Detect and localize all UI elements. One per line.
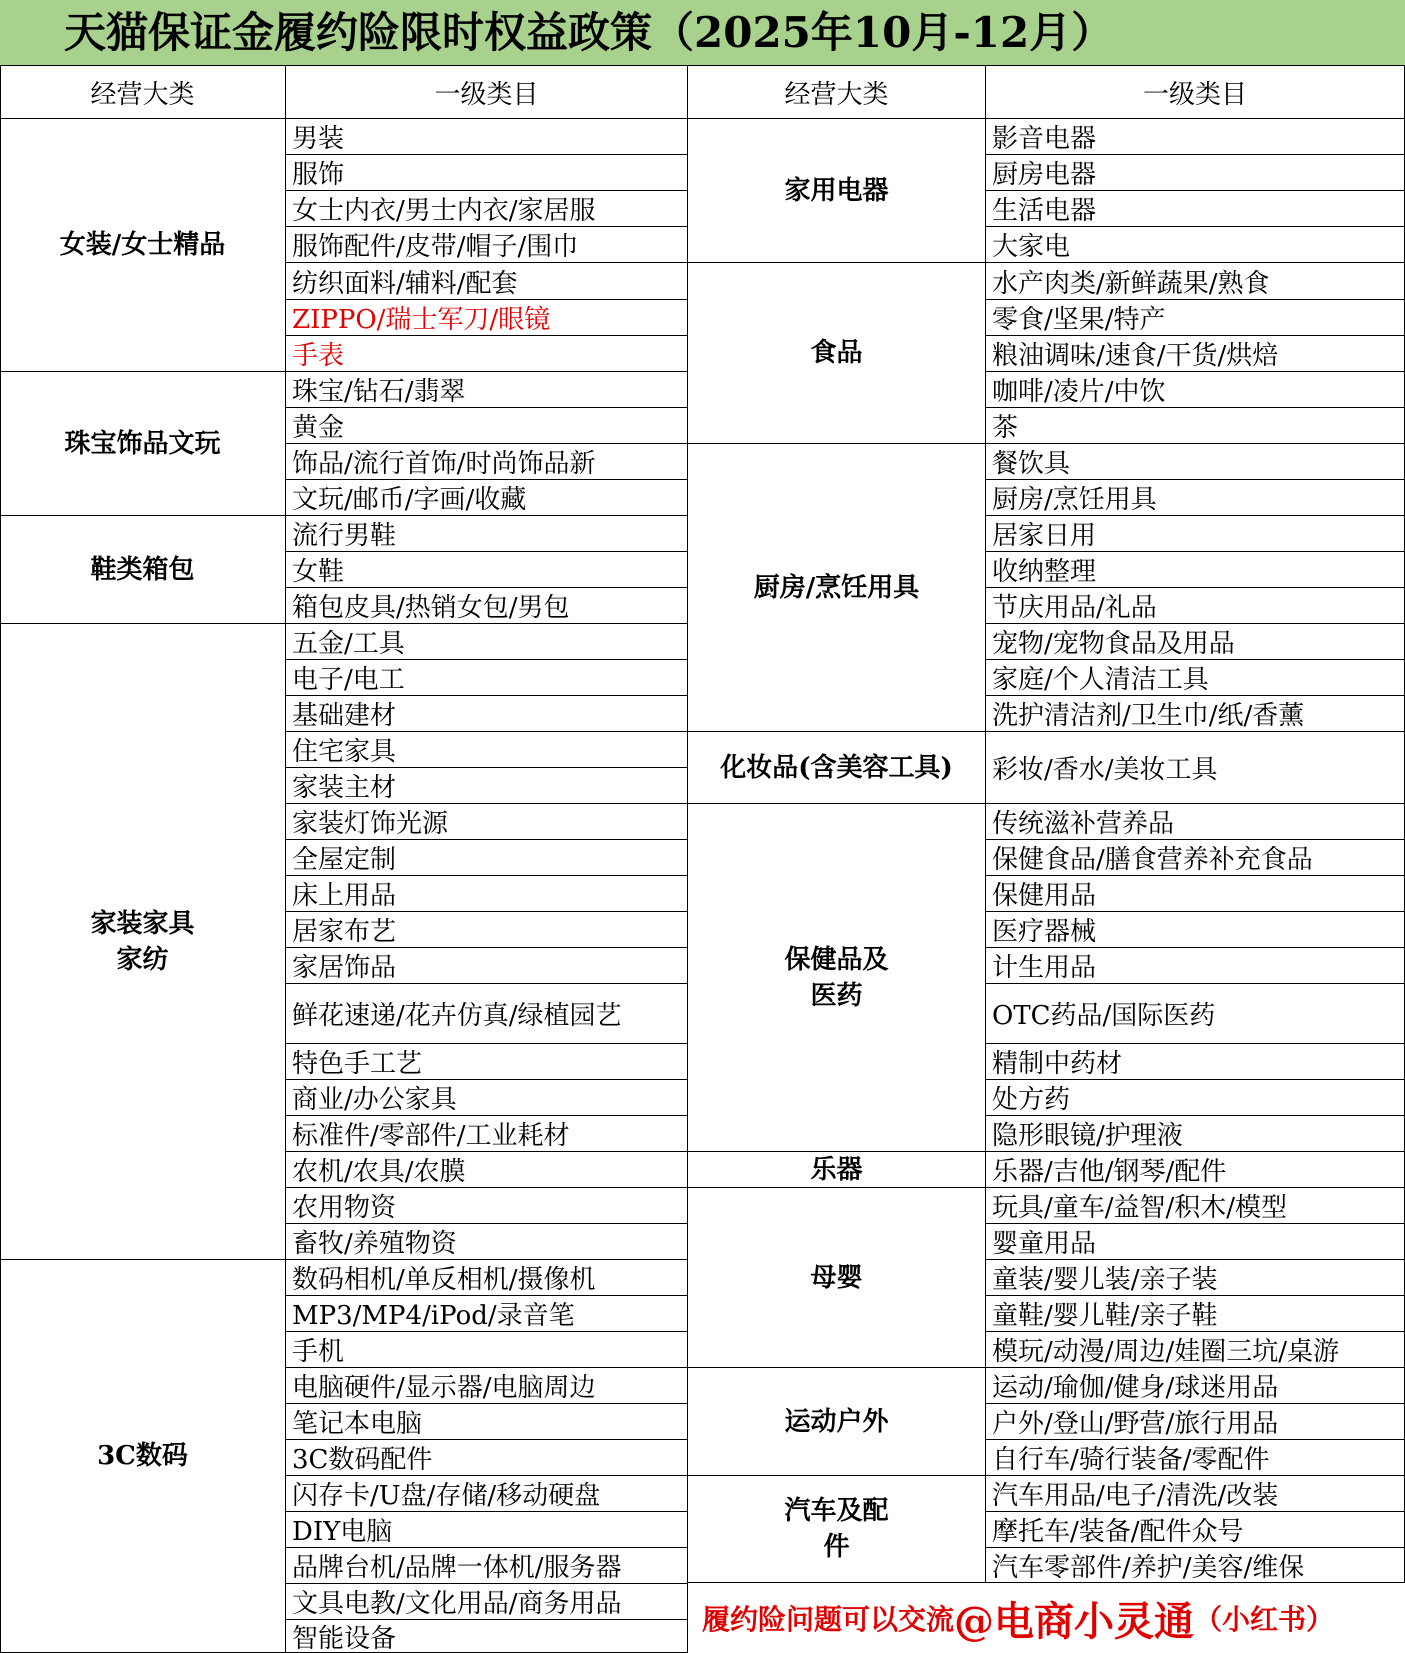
subcategory-item: 零食/坚果/特产	[986, 300, 1405, 336]
subcategory-item: 彩妆/香水/美妆工具	[986, 732, 1405, 804]
category-label	[784, 1404, 888, 1440]
subcategory-item: 家装灯饰光源	[286, 804, 688, 840]
subcategory-item: OTC药品/国际医药	[986, 984, 1405, 1044]
subcategory-item: 保健用品	[986, 876, 1405, 912]
subcategory-item: 汽车零部件/养护/美容/维保	[986, 1548, 1405, 1583]
subcategory-item: 影音电器	[986, 119, 1405, 155]
subcategory-item: 水产肉类/新鲜蔬果/熟食	[986, 263, 1405, 300]
subcategory-item: 农机/农具/农膜	[286, 1152, 688, 1188]
subcategory-item: 模玩/动漫/周边/娃圈三坑/桌游	[986, 1332, 1405, 1368]
subcategory-item: 3C数码配件	[286, 1440, 688, 1476]
subcategory-item: 女士内衣/男士内衣/家居服	[286, 191, 688, 227]
subcategory-item: 摩托车/装备/配件众号	[986, 1512, 1405, 1548]
subcategory-item: 电脑硬件/显示器/电脑周边	[286, 1368, 688, 1404]
subcategory-item: 大家电	[986, 227, 1405, 263]
table-left-border	[0, 66, 1, 1653]
category-cell	[0, 1260, 286, 1653]
category-label	[784, 173, 888, 209]
subcategory-item: 厨房电器	[986, 155, 1405, 191]
subcategory-item: 手机	[286, 1332, 688, 1368]
subcategory-item: 电子/电工	[286, 660, 688, 696]
category-label-line: 件	[823, 1532, 850, 1562]
subcategory-item: 黄金	[286, 408, 688, 444]
category-label-line: 珠宝饰品文玩	[64, 428, 221, 459]
subcategory-item: 特色手工艺	[286, 1044, 688, 1080]
category-label-line: 3C数码	[97, 1441, 188, 1471]
category-label	[90, 906, 194, 978]
subcategory-item: 五金/工具	[286, 624, 688, 660]
subcategory-item: 家庭/个人清洁工具	[986, 660, 1405, 696]
category-label-line: 母婴	[810, 1262, 863, 1293]
subcategory-item: 宠物/宠物食品及用品	[986, 624, 1405, 660]
subcategory-item: 纺织面料/辅料/配套	[286, 263, 688, 300]
subcategory-item: 乐器/吉他/钢琴/配件	[986, 1152, 1405, 1188]
subcategory-item: 居家布艺	[286, 912, 688, 948]
subcategory-item: 基础建材	[286, 696, 688, 732]
subcategory-item: 咖啡/凌片/中饮	[986, 372, 1405, 408]
watermark-note	[688, 1583, 1405, 1653]
subcategory-item: 文具电教/文化用品/商务用品	[286, 1584, 688, 1620]
subcategory-item: 品牌台机/品牌一体机/服务器	[286, 1548, 688, 1584]
page-title: 天猫保证金履约险限时权益政策（2025年10月-12月）	[0, 0, 1405, 66]
subcategory-item: 隐形眼镜/护理液	[986, 1116, 1405, 1152]
subcategory-item: 男装	[286, 119, 688, 155]
category-cell	[688, 263, 986, 444]
watermark-suffix: （小红书）	[1194, 1603, 1335, 1636]
subcategory-item: 处方药	[986, 1080, 1405, 1116]
subcategory-item: 流行男鞋	[286, 516, 688, 552]
subcategory-item: ZIPPO/瑞士军刀/眼镜	[286, 300, 688, 336]
category-label-line: 家用电器	[784, 175, 889, 206]
subcategory-item: 生活电器	[986, 191, 1405, 227]
subcategory-item: 玩具/童车/益智/积木/模型	[986, 1188, 1405, 1224]
column-header: 一级类目	[986, 66, 1405, 119]
subcategory-item: 节庆用品/礼品	[986, 588, 1405, 624]
watermark-handle: @电商小灵通	[954, 1597, 1195, 1645]
subcategory-item: 笔记本电脑	[286, 1404, 688, 1440]
column-header: 经营大类	[0, 66, 286, 119]
category-cell	[688, 1476, 986, 1583]
subcategory-item: 计生用品	[986, 948, 1405, 984]
subcategory-item: 收纳整理	[986, 552, 1405, 588]
subcategory-item: DIY电脑	[286, 1512, 688, 1548]
subcategory-item: 厨房/烹饪用具	[986, 480, 1405, 516]
category-cell	[0, 372, 286, 516]
subcategory-item: 床上用品	[286, 876, 688, 912]
category-label	[784, 942, 888, 1014]
subcategory-item: 女鞋	[286, 552, 688, 588]
subcategory-item: 运动/瑜伽/健身/球迷用品	[986, 1368, 1405, 1404]
category-label-line: 女装/女士精品	[59, 230, 226, 260]
category-label-line: 乐器	[810, 1154, 863, 1185]
subcategory-item: 服饰配件/皮带/帽子/围巾	[286, 227, 688, 263]
subcategory-item: 服饰	[286, 155, 688, 191]
subcategory-item: 数码相机/单反相机/摄像机	[286, 1260, 688, 1296]
subcategory-item: 农用物资	[286, 1188, 688, 1224]
category-label	[784, 1493, 888, 1565]
subcategory-item: 闪存卡/U盘/存储/移动硬盘	[286, 1476, 688, 1512]
category-label	[810, 1152, 862, 1188]
watermark-prefix: 履约险问题可以交流	[702, 1603, 955, 1636]
category-cell	[688, 1152, 986, 1188]
category-label	[810, 1260, 862, 1296]
category-cell	[0, 119, 286, 372]
subcategory-item: 洗护清洁剂/卫生巾/纸/香薰	[986, 696, 1405, 732]
category-label-line: 家纺	[116, 944, 169, 975]
subcategory-item: 畜牧/养殖物资	[286, 1224, 688, 1260]
subcategory-item: 文玩/邮币/字画/收藏	[286, 480, 688, 516]
category-cell	[0, 516, 286, 624]
category-label-line: 食品	[810, 338, 863, 368]
subcategory-item: 茶	[986, 408, 1405, 444]
subcategory-item: 箱包皮具/热销女包/男包	[286, 588, 688, 624]
category-label	[810, 335, 862, 371]
category-label	[60, 227, 226, 263]
category-label-line: 鞋类箱包	[90, 554, 195, 585]
category-label	[754, 570, 920, 606]
category-cell	[688, 732, 986, 804]
subcategory-item: 保健食品/膳食营养补充食品	[986, 840, 1405, 876]
category-label	[90, 552, 194, 588]
subcategory-item: 智能设备	[286, 1620, 688, 1653]
subcategory-item: 粮油调味/速食/干货/烘焙	[986, 336, 1405, 372]
category-label-line: 保健品及	[784, 944, 889, 975]
category-cell	[688, 119, 986, 263]
subcategory-item: 医疗器械	[986, 912, 1405, 948]
subcategory-item: 童鞋/婴儿鞋/亲子鞋	[986, 1296, 1405, 1332]
subcategory-item: 户外/登山/野营/旅行用品	[986, 1404, 1405, 1440]
column-header: 一级类目	[286, 66, 688, 119]
category-cell	[0, 624, 286, 1260]
subcategory-item: 珠宝/钻石/翡翠	[286, 372, 688, 408]
subcategory-item: MP3/MP4/iPod/录音笔	[286, 1296, 688, 1332]
category-label-line: 厨房/烹饪用具	[753, 572, 920, 603]
category-label-line: 医药	[810, 980, 863, 1011]
subcategory-item: 标准件/零部件/工业耗材	[286, 1116, 688, 1152]
subcategory-item: 全屋定制	[286, 840, 688, 876]
category-label	[720, 750, 953, 786]
subcategory-item: 自行车/骑行装备/零配件	[986, 1440, 1405, 1476]
category-cell	[688, 1188, 986, 1368]
subcategory-item: 精制中药材	[986, 1044, 1405, 1080]
subcategory-item: 手表	[286, 336, 688, 372]
category-label-line: 汽车及配	[784, 1496, 889, 1526]
subcategory-item: 鲜花速递/花卉仿真/绿植园艺	[286, 984, 688, 1044]
category-cell	[688, 804, 986, 1152]
category-cell	[688, 444, 986, 732]
category-cell	[688, 1368, 986, 1476]
subcategory-item: 汽车用品/电子/清洗/改装	[986, 1476, 1405, 1512]
subcategory-item: 传统滋补营养品	[986, 804, 1405, 840]
category-label	[64, 426, 220, 462]
subcategory-item: 饰品/流行首饰/时尚饰品新	[286, 444, 688, 480]
subcategory-item: 家装主材	[286, 768, 688, 804]
subcategory-item: 住宅家具	[286, 732, 688, 768]
subcategory-item: 童装/婴儿装/亲子装	[986, 1260, 1405, 1296]
subcategory-item: 商业/办公家具	[286, 1080, 688, 1116]
subcategory-item: 餐饮具	[986, 444, 1405, 480]
subcategory-item: 婴童用品	[986, 1224, 1405, 1260]
category-label	[97, 1438, 188, 1474]
column-header: 经营大类	[688, 66, 986, 119]
category-label-line: 家装家具	[90, 908, 195, 939]
subcategory-item: 居家日用	[986, 516, 1405, 552]
category-label-line: 化妆品(含美容工具)	[720, 752, 953, 783]
subcategory-item: 家居饰品	[286, 948, 688, 984]
category-label-line: 运动户外	[784, 1406, 889, 1437]
